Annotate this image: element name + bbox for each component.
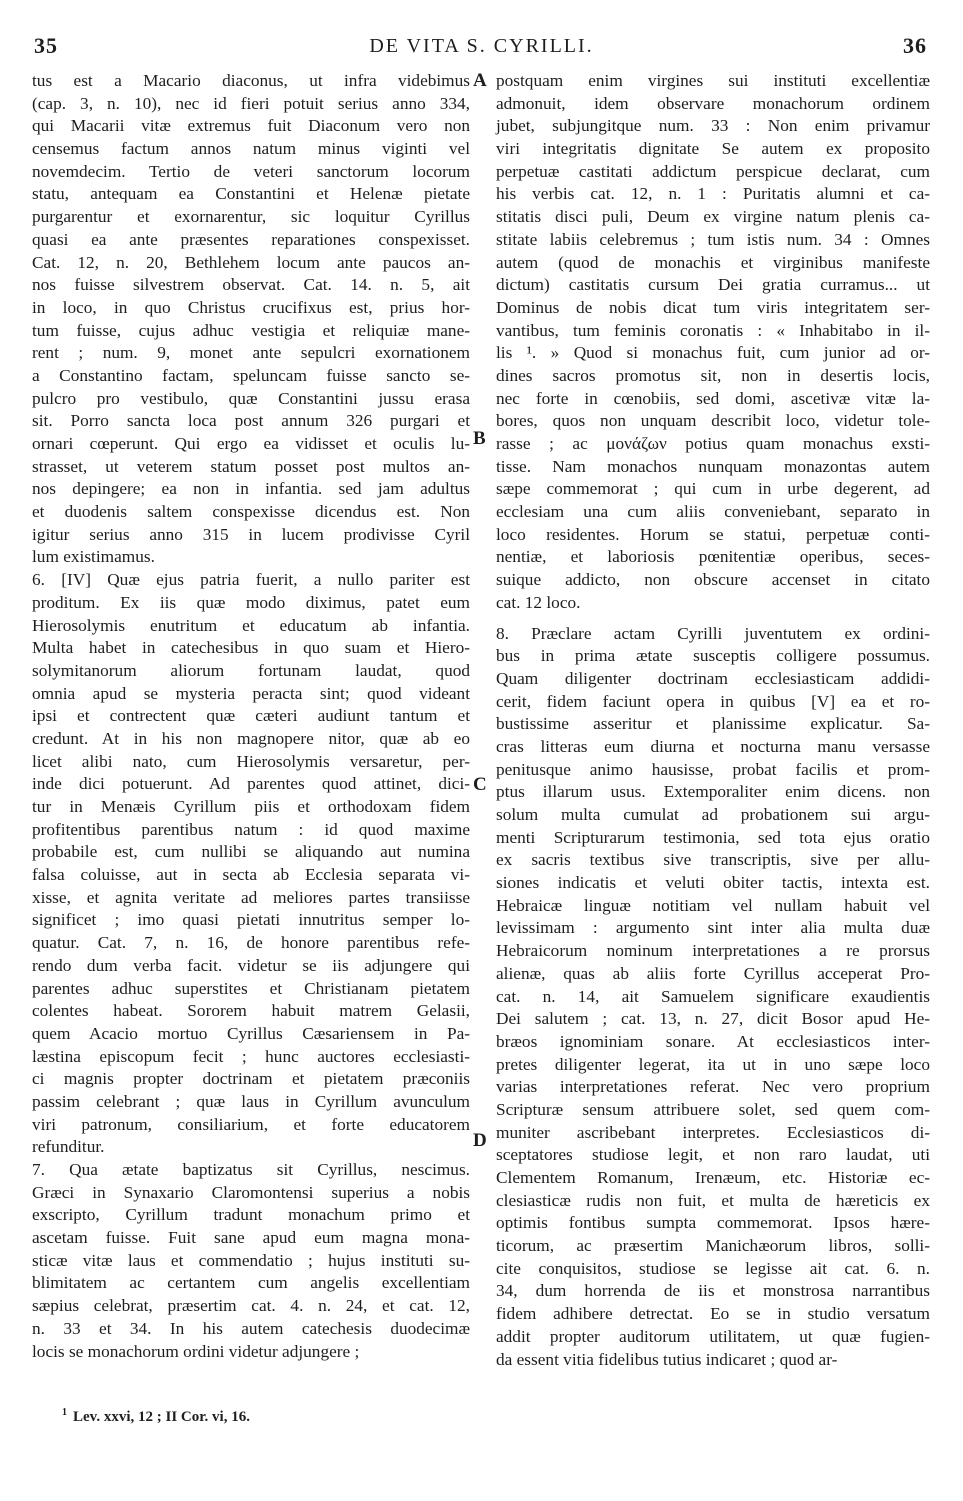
text-line: viri patronum, consiliarium, et forte educatorem <box>32 1114 470 1134</box>
text-line: solymitanorum aliorum fortunam laudat, quod <box>32 660 470 680</box>
text-line: cat. n. 14, ait Samuelem significare exaudientis <box>496 986 930 1006</box>
text-line: ecclesiam una cum aliis conveniebant, separato in <box>496 502 930 522</box>
text-line: rendo dum verba facit. videtur se iis adjungere qui <box>32 955 470 975</box>
text-line: proditum. Ex iis quæ modo diximus, patet eum <box>32 592 470 612</box>
text-line: 7. Qua ætate baptizatus sit Cyrillus, nescimus. <box>32 1160 470 1179</box>
text-line: Clementem Romanum, Irenæum, etc. Historiæ ec- <box>496 1168 930 1187</box>
text-line: qui Macarii vitæ extremus fuit Diaconum vero non <box>32 116 470 136</box>
text-line: (cap. 3, n. 10), nec id fieri potuit serius anno 334, <box>32 93 470 113</box>
text-line: bustissime asseritur et planissime explicatur. Sa- <box>496 714 930 734</box>
text-line: falsa coluisse, aut in secta ab Ecclesia separata vi- <box>32 865 470 885</box>
text-line: perpetuæ castitati addictum perspicue declarat, cum <box>496 161 930 181</box>
text-line: ascetam fuisse. Fuit sane apud eum magna mona- <box>32 1228 470 1248</box>
text-line: a Constantino factam, speluncam fuisse sancto se- <box>32 365 470 385</box>
text-line: significet ; imo quasi pietati innutritus semper lo- <box>32 910 470 930</box>
page-number-left: 35 <box>34 33 58 58</box>
text-line: Dei salutem ; cat. 13, n. 27, dicit Bosor apud He- <box>496 1009 930 1029</box>
text-line: censemus factum annos natum minus viginti vel <box>32 139 470 159</box>
text-line: colentes habeat. Sororem habuit matrem Gelasii, <box>32 1001 470 1021</box>
text-line: tum fuisse, cujus adhuc vestigia et reliquiæ mane- <box>32 320 470 340</box>
text-line: bores, quos non unquam describit loco, videtur tole- <box>496 411 930 431</box>
text-line: purgarentur et exornarentur, sic loquitur Cyrillus <box>32 207 470 227</box>
text-line: sceptatores studiose legit, et non raro laudat, uti <box>496 1145 930 1165</box>
text-line: stitate labiis celebremus ; tum istis num. 34 : Omnes <box>496 229 930 249</box>
text-line: bræos ignominiam sonare. At ecclesiasticos inter- <box>496 1031 930 1051</box>
page-header <box>30 33 933 63</box>
text-line: penitusque animo hausisse, probat facilis et prom- <box>496 759 930 779</box>
right-column <box>496 70 930 1371</box>
text-line: cite conquisitos, studiose se legisse ait cat. 6. n. <box>496 1258 930 1278</box>
text-line: ornari cœperunt. Qui ergo ea vidisset et oculis lu- <box>32 434 470 453</box>
text-line: sticæ vitæ laus et commendatio ; hujus instituti su- <box>32 1250 470 1270</box>
text-line: blimitatem ac certantem cum angelis excellentiam <box>32 1273 470 1293</box>
text-line: sæpe commemorat ; qui cum in urbe degerent, ad <box>496 479 930 499</box>
text-line: ci magnis propter doctrinam et pietatem præconiis <box>32 1069 470 1089</box>
text-line: lis ¹. » Quod si monachus fuit, cum junior ad or- <box>496 343 930 363</box>
text-line: cat. 12 loco. <box>496 592 581 612</box>
running-title: DE VITA S. CYRILLI. <box>369 35 594 57</box>
text-line: igitur serius anno 315 in lucem prodivisse Cyril <box>32 524 470 544</box>
text-line: refunditur. <box>32 1137 105 1157</box>
text-line: cerit, fidem faciunt opera in quibus [V] ea et ro- <box>496 691 930 711</box>
margin-marker-d: D <box>473 1130 487 1151</box>
text-line: autem (quod de monachis et virginibus manifeste <box>496 252 930 272</box>
text-line: credunt. At in his non magnopere nitor, quæ ab eo <box>32 728 470 748</box>
text-line: alienæ, quas ab aliis forte Cyrillus acceperat Pro- <box>496 963 930 983</box>
text-line: vantibus, tum feminis coronatis : « Inhabitabo in il- <box>496 320 930 340</box>
text-line: admonuit, idem observare monachorum ordinem <box>496 93 930 113</box>
text-line: tur in Menæis Cyrillum piis et orthodoxam fidem <box>32 797 470 816</box>
text-line: Quam diligenter doctrinam ecclesiasticam addidi- <box>496 668 930 688</box>
text-line: cras litteras eum diurna et nocturna manu versasse <box>496 736 930 756</box>
text-line: bus in prima ætate susceptis colligere possumus. <box>496 646 930 666</box>
text-line: inde dici potuerunt. Ad parentes quod attinet, dici- <box>32 774 470 794</box>
margin-marker-b: B <box>473 428 486 449</box>
text-line: quatur. Cat. 7, n. 16, de honore parentibus refe- <box>32 933 470 953</box>
text-line: quem Acacio mortuo Cyrillus Cæsariensem in Pa- <box>32 1023 470 1043</box>
margin-marker-c: C <box>473 774 487 795</box>
text-line: optimis fontibus sumpta commemorat. Ipsos hære- <box>496 1213 930 1233</box>
paragraph-gap <box>496 615 930 623</box>
text-line: siones indicatis et veluti obiter tactis, intexta est. <box>496 873 930 893</box>
text-line: jubet, subjungitque num. 33 : Non enim privamur <box>496 116 930 136</box>
text-line: da essent vitia fidelibus tutius indicaret ; quod ar- <box>496 1349 838 1369</box>
text-line: ex sacris textibus sive transcriptis, sive per allu- <box>496 850 930 870</box>
text-line: rasse ; ac μονάζων potius quam monachus exsti- <box>496 434 930 453</box>
text-line: Multa habet in catechesibus in quo suam et Hiero- <box>32 638 470 658</box>
text-line: Hierosolymis enutritum et educatum ab infantia. <box>32 615 470 635</box>
text-line: Græci in Synaxario Claromontensi superius a nobis <box>32 1182 470 1202</box>
text-line: Hebraicæ linguæ notitiam vel nullam habuit vel <box>496 895 930 915</box>
text-line: profitentibus parentibus natum : id quod maxime <box>32 819 470 839</box>
text-line: postquam enim virgines sui instituti excellentiæ <box>496 71 930 90</box>
text-line: novemdecim. Tertio de veteri sanctorum locorum <box>32 161 470 181</box>
text-line: clesiasticæ rudis non fuit, et multa de hæreticis ex <box>496 1190 930 1210</box>
text-line: levissimam : argumento sint inter alia multa duæ <box>496 918 930 938</box>
text-line: læstina episcopum fecit ; hunc auctores ecclesiasti- <box>32 1046 470 1066</box>
margin-marker-a: A <box>473 70 487 91</box>
text-line: suique addicto, non obscure accenset in citato <box>496 570 930 590</box>
text-line: nos depingere; ea non in infantia. sed jam adultus <box>32 479 470 499</box>
text-line: in loco, in quo Christus crucifixus est, prius hor- <box>32 297 470 317</box>
text-line: tus est a Macario diaconus, ut infra videbimus <box>32 71 470 90</box>
text-line: Cat. 12, n. 20, Bethlehem locum ante paucos an- <box>32 252 470 272</box>
text-line: dictum) castitatis cursum Dei gratia curramus... ut <box>496 275 930 295</box>
text-line: ptus illarum usus. Extemporaliter enim dicens. non <box>496 782 930 802</box>
text-line: licet alibi nato, cum Hierosolymis versaretur, per- <box>32 751 470 771</box>
text-line: quasi ea ante præsentes reparationes conspexisset. <box>32 229 470 249</box>
text-line: ticorum, ac præsertim Manichæorum libros, solli- <box>496 1236 930 1256</box>
text-line: probabile est, cum nullibi se aliquando aut numina <box>32 842 470 862</box>
text-line: dines sacros promotus sit, non in desertis locis, <box>496 365 930 385</box>
text-line: viri integritatis dignitate Se autem ex proposito <box>496 139 930 159</box>
text-line: omnia apud se mysteria peracta sint; quod videant <box>32 683 470 703</box>
text-line: addit propter auditorum utilitatem, ut quæ fugien- <box>496 1326 930 1346</box>
text-line: Scripturæ sensum attribuere solet, sed quem com- <box>496 1099 930 1119</box>
footnote-text: Lev. xxvi, 12 ; II Cor. vi, 16. <box>73 1409 250 1425</box>
text-line: varias interpretationes referat. Nec vero proprium <box>496 1077 930 1097</box>
text-line: exscripto, Cyrillum tradunt monachum primo et <box>32 1205 470 1225</box>
text-line: stitatis disci puli, Deum ex virgine natum plenis ca- <box>496 207 930 227</box>
text-line: locis se monachorum ordini videtur adjungere ; <box>32 1341 360 1361</box>
text-line: statu, antequam ea Constantini et Helenæ pietate <box>32 184 470 204</box>
text-line: parentes adhuc superstites et Christianam pietatem <box>32 978 470 998</box>
text-line: lum existimamus. <box>32 547 155 567</box>
text-line: his verbis cat. 12, n. 1 : Puritatis alumni et ca- <box>496 184 930 204</box>
page-number-right: 36 <box>903 33 927 58</box>
text-line: solum multa cumulat ad probationem sui argu- <box>496 805 930 824</box>
text-line: n. 33 et 34. In his autem catechesis duodecimæ <box>32 1318 470 1338</box>
text-line: passim celebrant ; quæ laus in Cyrillum avunculum <box>32 1091 470 1111</box>
text-line: Hebraicorum nominum interpretationes a re prorsus <box>496 941 930 961</box>
text-line: xisse, et agnita veritate ad meliores partes transiisse <box>32 887 470 907</box>
text-line: pulcro pro vestibulo, quæ Constantini jussu erasa <box>32 388 470 408</box>
text-line: rent ; num. 9, monet ante sepulcri exornationem <box>32 343 470 363</box>
text-line: tisse. Nam monachos nunquam monazontas autem <box>496 456 930 476</box>
text-line: nec forte in cœnobiis, sed domi, ascetivæ vitæ la- <box>496 388 930 408</box>
text-line: sæpius celebrat, præsertim cat. 4. n. 24, et cat. 12, <box>32 1296 470 1316</box>
text-line: et duodenis saltem conspexisse dicendus est. Non <box>32 502 470 522</box>
text-line: fidem adhibere detrectat. Eo se in studio versatum <box>496 1304 930 1324</box>
text-line: loco residentes. Horum se statui, perpetuæ conti- <box>496 524 930 544</box>
text-line: menti Scripturarum testimonia, sed tota ejus oratio <box>496 827 930 847</box>
text-line: 6. [IV] Quæ ejus patria fuerit, a nullo pariter est <box>32 570 470 590</box>
footnote <box>62 1407 250 1426</box>
left-column <box>32 70 470 1363</box>
text-line: ipsi et contrectent quæ cæteri audiunt tantum et <box>32 706 470 726</box>
text-line: sit. Porro sancta loca post annum 326 purgari et <box>32 411 470 431</box>
text-line: Dominus de nobis dicat tum viris integritatem ser- <box>496 297 930 317</box>
text-line: 34, dum horrenda de iis et monstrosa narrantibus <box>496 1281 930 1301</box>
text-line: nos fuisse silvestrem observat. Cat. 14. n. 5, ait <box>32 275 470 295</box>
footnote-mark: 1 <box>62 1407 67 1418</box>
text-line: muniter ascribebant interpretes. Ecclesiasticos di- <box>496 1122 930 1142</box>
text-line: 8. Præclare actam Cyrilli juventutem ex ordini- <box>496 623 930 643</box>
text-line: nentiæ, et laboriosis pœnitentiæ operibus, seces- <box>496 547 930 567</box>
text-line: pretes diligenter legerat, ita ut in uno sæpe loco <box>496 1054 930 1074</box>
text-line: strasset, ut veterem statum posset post multos an- <box>32 456 470 476</box>
